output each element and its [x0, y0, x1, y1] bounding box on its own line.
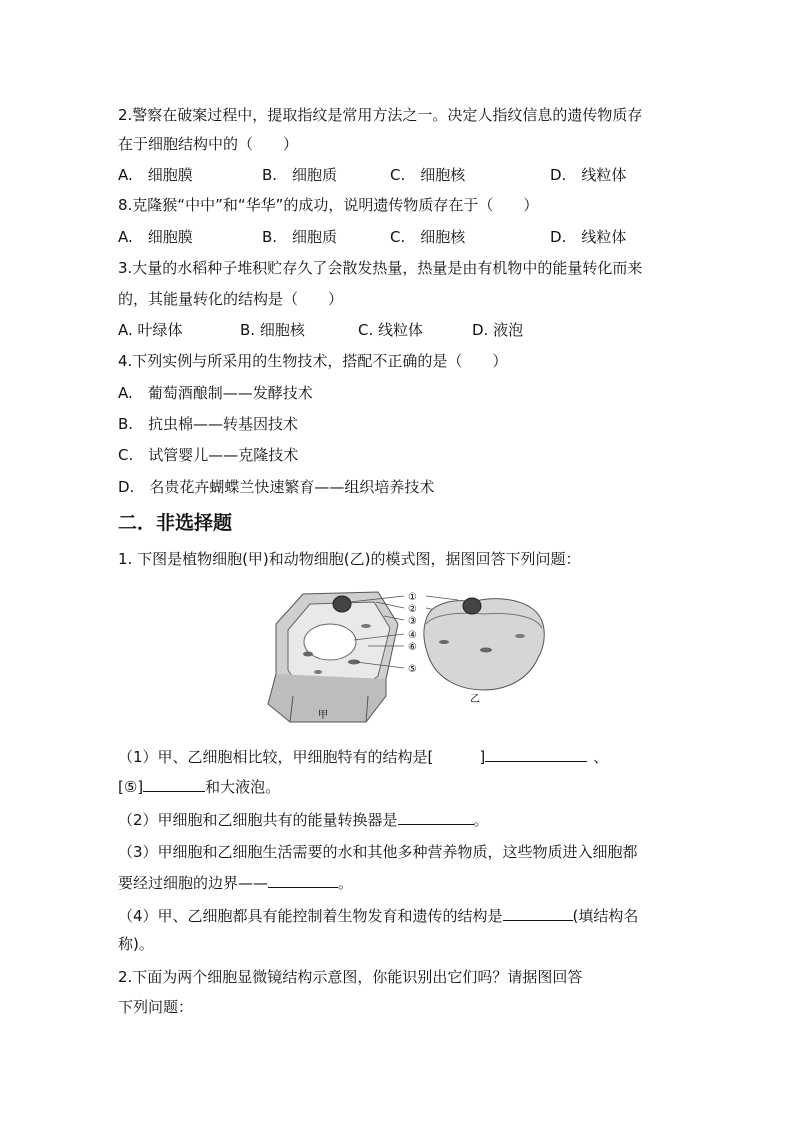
- figure-caption-animal: 乙: [470, 694, 480, 705]
- q3-stem-line1: 3.大量的水稻种子堆积贮存久了会散发热量，热量是由有机物中的能量转化而来: [118, 259, 643, 277]
- nq1-sub1-blank-2[interactable]: [143, 775, 205, 792]
- q8-option-b: B. 细胞质: [262, 228, 338, 246]
- figure-label-3: ③: [408, 616, 417, 627]
- q2-stem-line1: 2.警察在破案过程中，提取指纹是常用方法之一。决定人指纹信息的遗传物质存: [118, 106, 643, 124]
- nq1-sub1-text-d: [⑤]: [118, 778, 144, 796]
- nq1-sub1-text-a: （1）甲、乙细胞相比较，甲细胞特有的结构是[: [118, 748, 434, 766]
- q3-option-d: D. 液泡: [472, 321, 524, 339]
- figure-label-5: ⑤: [408, 664, 417, 675]
- q8-option-d: D. 线粒体: [550, 228, 627, 246]
- section-title: 二．非选择题: [118, 512, 233, 534]
- q4-option-d: D. 名贵花卉蝴蝶兰快速繁育——组织培养技术: [118, 478, 435, 496]
- nq1-sub4-line1: [118, 904, 638, 927]
- nq1-sub3-line1: （3）甲细胞和乙细胞生活需要的水和其他多种营养物质，这些物质进入细胞都: [118, 843, 638, 861]
- q4-option-b: B. 抗虫棉——转基因技术: [118, 415, 299, 433]
- nq1-sub2: [118, 808, 489, 831]
- nq1-stem: 1. 下图是植物细胞(甲)和动物细胞(乙)的模式图，据图回答下列问题：: [118, 550, 581, 568]
- nq1-sub4-text-a: （4）甲、乙细胞都具有能控制着生物发育和遗传的结构是: [118, 907, 503, 925]
- nq1-sub3-line2: [118, 871, 353, 894]
- nq1-sub1-text-e: 和大液泡。: [205, 778, 281, 796]
- nq1-sub2-blank[interactable]: [398, 808, 474, 825]
- q4-option-c: C. 试管婴儿——克隆技术: [118, 446, 299, 464]
- q3-stem-line2: 的，其能量转化的结构是（ ）: [118, 290, 344, 308]
- figure-label-6: ⑥: [408, 642, 417, 653]
- nq1-sub3-blank[interactable]: [268, 871, 338, 888]
- nq1-sub1-blank-1[interactable]: [485, 745, 587, 762]
- figure-label-1: ①: [408, 592, 417, 603]
- q8-option-a: A. 细胞膜: [118, 228, 193, 246]
- q3-option-a: A. 叶绿体: [118, 321, 183, 339]
- nq1-sub2-text-b: 。: [473, 811, 489, 829]
- nq1-sub1-text-b: ]: [479, 748, 486, 766]
- figure-caption-plant: 甲: [318, 710, 328, 721]
- nq1-sub4-blank[interactable]: [503, 904, 573, 921]
- q2-option-d: D. 线粒体: [550, 166, 627, 184]
- q8-option-c: C. 细胞核: [390, 228, 466, 246]
- q2-option-c: C. 细胞核: [390, 166, 466, 184]
- q2-option-b: B. 细胞质: [262, 166, 338, 184]
- q3-option-b: B. 细胞核: [240, 321, 305, 339]
- nq1-sub3-text-c: 。: [338, 874, 354, 892]
- animal-cell-drawing: [424, 598, 544, 690]
- nq1-sub4-line2: 称)。: [118, 935, 154, 953]
- nq1-sub1-text-c: 、: [593, 748, 609, 766]
- cell-diagram-figure: [258, 584, 558, 724]
- cell-diagram: [258, 584, 558, 724]
- q2-stem-line2: 在于细胞结构中的（ ）: [118, 135, 299, 153]
- nq2-stem-line2: 下列问题：: [118, 998, 194, 1016]
- nq1-sub1-line2: [118, 775, 280, 798]
- nq2-stem-line1: 2.下面为两个细胞显微镜结构示意图，你能识别出它们吗？请据图回答: [118, 968, 583, 986]
- q4-option-a: A. 葡萄酒酿制——发酵技术: [118, 384, 313, 402]
- nq1-sub1-line1: [118, 745, 608, 768]
- figure-label-4: ④: [408, 630, 417, 641]
- q8-stem: 8.克隆猴“中中”和“华华”的成功，说明遗传物质存在于（ ）: [118, 196, 539, 214]
- nq1-sub3-text-b: 要经过细胞的边界——: [118, 874, 269, 892]
- q4-stem: 4.下列实例与所采用的生物技术，搭配不正确的是（ ）: [118, 352, 508, 370]
- q3-option-c: C. 线粒体: [358, 321, 424, 339]
- nq1-sub2-text-a: （2）甲细胞和乙细胞共有的能量转换器是: [118, 811, 398, 829]
- nq1-sub4-text-b: (填结构名: [572, 907, 639, 925]
- figure-label-2: ②: [408, 604, 417, 615]
- plant-cell-drawing: [268, 592, 398, 722]
- q2-option-a: A. 细胞膜: [118, 166, 193, 184]
